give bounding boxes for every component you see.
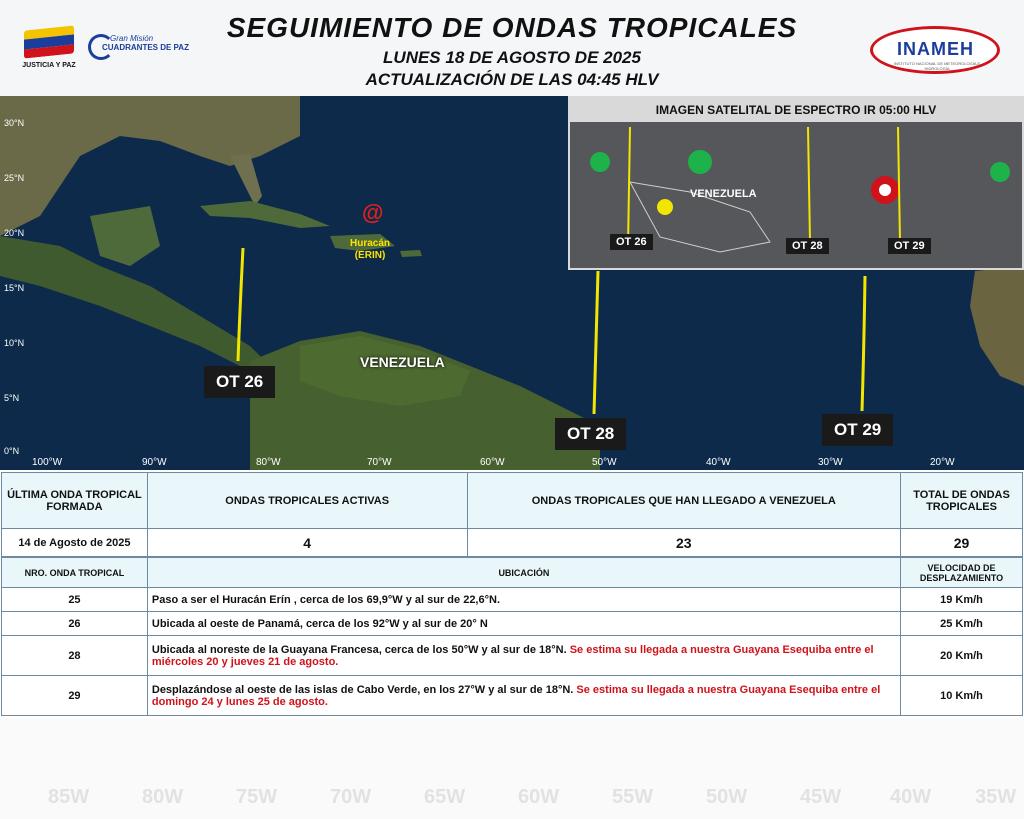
table-row — [2, 588, 1023, 612]
satellite-cloud-3 — [688, 150, 712, 174]
wave-arrival-estimate: Se estima su llegada a nuestra Guayana Esequiba entre el domingo 24 y lunes 25 de agosto. — [151, 683, 881, 708]
tropical-wave-map — [0, 96, 1024, 470]
table-row — [2, 676, 1023, 716]
hurricane-label-name: (ERIN) — [354, 250, 386, 261]
wave-number: 25 — [2, 588, 148, 612]
summary-total-count: 29 — [901, 529, 1023, 557]
satellite-cloud-2 — [657, 199, 673, 215]
detail-header-speed: VELOCIDAD DE DESPLAZAMIENTO — [901, 558, 1023, 588]
bg-lon-label: 35W — [975, 786, 1017, 808]
detail-header-number: NRO. ONDA TROPICAL — [2, 558, 148, 588]
lon-label-20w: 20°W — [930, 457, 955, 468]
bg-lon-label: 80W — [142, 786, 184, 808]
lat-label-15n: 15°N — [4, 283, 25, 293]
faded-background-map — [0, 718, 1024, 819]
table-row — [2, 612, 1023, 636]
page-update-time: ACTUALIZACIÓN DE LAS 04:45 HLV — [365, 70, 659, 89]
bg-lon-label: 40W — [890, 786, 932, 808]
satellite-cloud-6 — [990, 162, 1010, 182]
inameh-logo-tagline: INSTITUTO NACIONAL DE METEOROLOGÍA E HIDROLOGÍA — [893, 61, 981, 71]
lat-label-10n: 10°N — [4, 338, 25, 348]
wave-summary-table — [1, 472, 1023, 716]
table-row — [2, 636, 1023, 676]
lon-label-80w: 80°W — [256, 457, 281, 468]
bg-lon-label: 50W — [706, 786, 748, 808]
bg-lon-label: 55W — [612, 786, 654, 808]
lon-label-30w: 30°W — [818, 457, 843, 468]
logo-mid-line2: CUADRANTES DE PAZ — [102, 43, 189, 52]
lat-label-0n: 0°N — [4, 446, 20, 456]
summary-header-total: TOTAL DE ONDAS TROPICALES — [901, 473, 1023, 529]
lon-label-50w: 50°W — [592, 457, 617, 468]
wave-location: Desplazándose al oeste de las islas de Cabo Verde, en los 27°W y al sur de 18°N. — [151, 683, 574, 696]
summary-values-row — [2, 529, 1023, 557]
summary-header-last-formed: ÚLTIMA ONDA TROPICAL FORMADA — [2, 473, 148, 529]
inameh-logo-text: INAMEH — [897, 39, 974, 59]
detail-table — [1, 557, 1023, 716]
hurricane-label-title: Huracán — [349, 238, 390, 249]
wave-speed: 19 Km/h — [901, 588, 1023, 612]
lon-label-40w: 40°W — [706, 457, 731, 468]
wave-speed: 10 Km/h — [901, 676, 1023, 716]
satellite-venezuela-label: VENEZUELA — [690, 188, 757, 200]
wave-number: 28 — [2, 636, 148, 676]
satellite-cloud-5 — [879, 184, 891, 196]
wave-tag-ot26: OT 26 — [204, 366, 275, 398]
bg-lon-label: 70W — [330, 786, 372, 808]
lon-label-60w: 60°W — [480, 457, 505, 468]
logo-left-caption: JUSTICIA Y PAZ — [22, 62, 76, 69]
bg-lon-label: 85W — [48, 786, 90, 808]
wave-location-cell — [147, 636, 900, 676]
detail-header-location: UBICACIÓN — [147, 558, 900, 588]
wave-speed: 20 Km/h — [901, 636, 1023, 676]
wave-number: 29 — [2, 676, 148, 716]
inameh-logo — [870, 26, 1000, 74]
lat-label-25n: 25°N — [4, 173, 25, 183]
lon-label-100w: 100°W — [32, 457, 63, 468]
satellite-tag-ot26: OT 26 — [610, 234, 653, 250]
lat-label-30n: 30°N — [4, 118, 25, 128]
satellite-tag-ot29: OT 29 — [888, 238, 931, 254]
satellite-inset — [568, 96, 1024, 270]
hurricane-label — [340, 238, 400, 262]
hurricane-icon: @ — [362, 200, 384, 225]
summary-active-count: 4 — [147, 529, 467, 557]
satellite-tag-ot28: OT 28 — [786, 238, 829, 254]
wave-line-ot26 — [238, 248, 243, 361]
page-title: SEGUIMIENTO DE ONDAS TROPICALES — [226, 12, 798, 43]
lat-label-5n: 5°N — [4, 393, 20, 403]
bg-lon-label: 75W — [236, 786, 278, 808]
summary-arrived-count: 23 — [467, 529, 901, 557]
lon-label-90w: 90°W — [142, 457, 167, 468]
logo-mid-line1: Gran Misión — [110, 34, 154, 43]
summary-header-row — [2, 473, 1023, 529]
summary-header-arrived: ONDAS TROPICALES QUE HAN LLEGADO A VENEZUELA — [467, 473, 901, 529]
wave-tag-ot28: OT 28 — [555, 418, 626, 450]
satellite-cloud-1 — [590, 152, 610, 172]
wave-location-cell — [147, 676, 900, 716]
wave-line-ot29 — [862, 276, 865, 411]
wave-speed: 25 Km/h — [901, 612, 1023, 636]
wave-location: Paso a ser el Huracán Erín , cerca de los 69,9°W y al sur de 22,6°N. — [147, 588, 900, 612]
wave-tag-ot29: OT 29 — [822, 414, 893, 446]
page-date: LUNES 18 DE AGOSTO DE 2025 — [383, 48, 641, 67]
lat-label-20n: 20°N — [4, 228, 25, 238]
header — [0, 0, 1024, 96]
wave-location: Ubicada al noreste de la Guayana Francesa, cerca de los 50°W y al sur de 18°N. — [151, 643, 567, 656]
satellite-title: IMAGEN SATELITAL DE ESPECTRO IR 05:00 HLV — [570, 98, 1022, 122]
lon-label-70w: 70°W — [367, 457, 392, 468]
summary-table — [1, 472, 1023, 557]
venezuela-map-label: VENEZUELA — [360, 354, 445, 370]
wave-arrival-estimate: Se estima su llegada a nuestra Guayana Esequiba entre el miércoles 20 y jueves 21 de agosto. — [151, 643, 874, 668]
bg-lon-label: 45W — [800, 786, 842, 808]
wave-location: Ubicada al oeste de Panamá, cerca de los 92°W y al sur de 20° N — [147, 612, 900, 636]
summary-header-active: ONDAS TROPICALES ACTIVAS — [147, 473, 467, 529]
bg-lon-label: 65W — [424, 786, 466, 808]
wave-line-ot28 — [594, 271, 598, 414]
detail-header-row — [2, 558, 1023, 588]
wave-number: 26 — [2, 612, 148, 636]
summary-last-formed: 14 de Agosto de 2025 — [2, 529, 148, 557]
bg-lon-label: 60W — [518, 786, 560, 808]
